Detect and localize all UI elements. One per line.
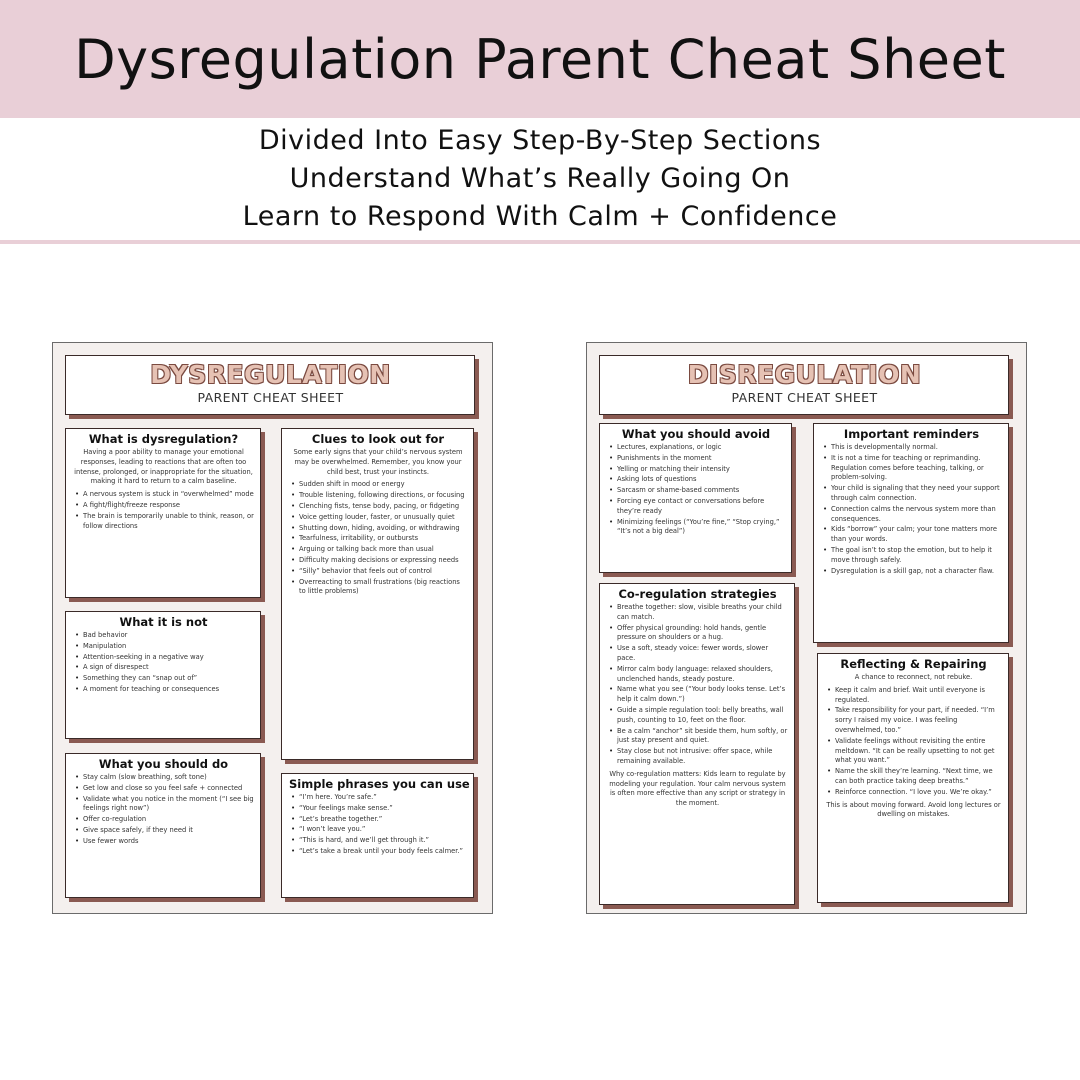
section-title: Reflecting & Repairing bbox=[840, 657, 987, 671]
card-clues bbox=[281, 428, 474, 760]
cheat-sheet-page-left bbox=[52, 342, 493, 914]
list-item: • Keep it calm and brief. Wait until everyone is regulated. bbox=[835, 686, 1002, 706]
subtitle-line: Divided Into Easy Step-By-Step Sections bbox=[258, 125, 822, 156]
sheet-subtitle: PARENT CHEAT SHEET bbox=[731, 390, 878, 405]
list-item: • A fight/flight/freeze response bbox=[83, 501, 254, 511]
section-title: Simple phrases you can use bbox=[289, 777, 470, 791]
list-item: • Overreacting to small frustrations (big reactions to little problems) bbox=[299, 578, 467, 598]
title-banner bbox=[0, 0, 1080, 118]
bullet-list bbox=[607, 443, 785, 537]
list-item: • Kids “borrow” your calm; your tone matters more than your words. bbox=[831, 525, 1002, 545]
subtitle-line: Learn to Respond With Calm + Confidence bbox=[242, 201, 838, 232]
list-item: • Lectures, explanations, or logic bbox=[617, 443, 785, 453]
list-item: • Reinforce connection. “I love you. We’re okay.” bbox=[835, 788, 1002, 798]
list-item: • Voice getting louder, faster, or unusually quiet bbox=[299, 513, 467, 523]
list-item: • “Let’s breathe together.” bbox=[299, 815, 467, 825]
bullet-list bbox=[73, 490, 254, 531]
section-intro: Having a poor ability to manage your emotional responses, leading to reactions that are often too intense, prolonged, or inappropriate for the situation, making it hard to return to a calm baseline. bbox=[74, 448, 253, 486]
list-item: • Offer co-regulation bbox=[83, 815, 254, 825]
list-item: • Punishments in the moment bbox=[617, 454, 785, 464]
bullet-list bbox=[607, 603, 788, 767]
list-item: • “This is hard, and we’ll get through it.” bbox=[299, 836, 467, 846]
section-title: What is dysregulation? bbox=[88, 432, 239, 446]
card-reminders bbox=[813, 423, 1009, 643]
list-item: • Give space safely, if they need it bbox=[83, 826, 254, 836]
list-item: • Difficulty making decisions or expressing needs bbox=[299, 556, 467, 566]
bullet-list bbox=[825, 686, 1002, 798]
list-item: • Arguing or talking back more than usual bbox=[299, 545, 467, 555]
card-avoid bbox=[599, 423, 792, 573]
list-item: • Use a soft, steady voice: fewer words, slower pace. bbox=[617, 644, 788, 664]
section-title: Clues to look out for bbox=[311, 432, 445, 446]
section-outro: Why co-regulation matters: Kids learn to regulate by modeling your regulation. Your calm nervous system is often more effective than any script or strategy in the moment. bbox=[609, 769, 786, 808]
list-item: • Clenching fists, tense body, pacing, or fidgeting bbox=[299, 502, 467, 512]
list-item: • Sarcasm or shame-based comments bbox=[617, 486, 785, 496]
list-item: • Dysregulation is a skill gap, not a character flaw. bbox=[831, 567, 1002, 577]
cheat-sheet-page-right bbox=[586, 342, 1027, 914]
bullet-list bbox=[73, 773, 254, 847]
list-item: • Stay close but not intrusive: offer space, while remaining available. bbox=[617, 747, 788, 767]
list-item: • Offer physical grounding: hold hands, gentle pressure on shoulders or a hug. bbox=[617, 624, 788, 644]
subtitle-block bbox=[0, 120, 1080, 238]
list-item: • Manipulation bbox=[83, 642, 254, 652]
list-item: • The brain is temporarily unable to think, reason, or follow directions bbox=[83, 512, 254, 532]
list-item: • Minimizing feelings (“You’re fine,” “Stop crying,” “It’s not a big deal”) bbox=[617, 518, 785, 538]
section-title: What you should avoid bbox=[621, 427, 771, 441]
card-what-is bbox=[65, 428, 261, 598]
section-title: What you should do bbox=[98, 757, 229, 771]
bullet-list bbox=[821, 443, 1002, 576]
list-item: • Stay calm (slow breathing, soft tone) bbox=[83, 773, 254, 783]
subtitle-line: Understand What’s Really Going On bbox=[289, 163, 791, 194]
divider bbox=[0, 240, 1080, 244]
section-outro: This is about moving forward. Avoid long lectures or dwelling on mistakes. bbox=[826, 800, 1001, 819]
section-intro: Some early signs that your child’s nervous system may be overwhelmed. Remember, you know your child best, trust your instincts. bbox=[293, 448, 463, 476]
section-title: What it is not bbox=[119, 615, 208, 629]
list-item: • A nervous system is stuck in “overwhelmed” mode bbox=[83, 490, 254, 500]
list-item: • This is developmentally normal. bbox=[831, 443, 1002, 453]
list-item: • Asking lots of questions bbox=[617, 475, 785, 485]
list-item: • Yelling or matching their intensity bbox=[617, 465, 785, 475]
list-item: • Forcing eye contact or conversations before they’re ready bbox=[617, 497, 785, 517]
section-intro: A chance to reconnect, not rebuke. bbox=[854, 673, 973, 681]
sheet-header-card bbox=[65, 355, 475, 415]
list-item: • Get low and close so you feel safe + connected bbox=[83, 784, 254, 794]
card-coregulation bbox=[599, 583, 795, 905]
list-item: • “Let’s take a break until your body feels calmer.” bbox=[299, 847, 467, 857]
list-item: • Trouble listening, following directions, or focusing bbox=[299, 491, 467, 501]
card-reflecting bbox=[817, 653, 1009, 903]
sheet-title: DYSREGULATION bbox=[150, 360, 391, 389]
sheet-subtitle: PARENT CHEAT SHEET bbox=[197, 390, 344, 405]
list-item: • Bad behavior bbox=[83, 631, 254, 641]
list-item: • Use fewer words bbox=[83, 837, 254, 847]
card-should-do bbox=[65, 753, 261, 898]
list-item: • Connection calms the nervous system more than consequences. bbox=[831, 505, 1002, 525]
list-item: • A moment for teaching or consequences bbox=[83, 685, 254, 695]
list-item: • Your child is signaling that they need your support through calm connection. bbox=[831, 484, 1002, 504]
list-item: • “Silly” behavior that feels out of control bbox=[299, 567, 467, 577]
page-title: Dysregulation Parent Cheat Sheet bbox=[74, 27, 1006, 91]
list-item: • Take responsibility for your part, if needed. “I’m sorry I raised my voice. I was feeling overwhelmed, too.” bbox=[835, 706, 1002, 735]
bullet-list bbox=[289, 793, 467, 857]
list-item: • Shutting down, hiding, avoiding, or withdrawing bbox=[299, 524, 467, 534]
list-item: • Sudden shift in mood or energy bbox=[299, 480, 467, 490]
bullet-list bbox=[73, 631, 254, 695]
section-title: Co-regulation strategies bbox=[618, 587, 777, 601]
list-item: • Tearfulness, irritability, or outbursts bbox=[299, 534, 467, 544]
list-item: • It is not a time for teaching or reprimanding. Regulation comes before teaching, talking, or problem-solving. bbox=[831, 454, 1002, 483]
list-item: • Mirror calm body language: relaxed shoulders, unclenched hands, steady posture. bbox=[617, 665, 788, 685]
card-what-not bbox=[65, 611, 261, 739]
card-phrases bbox=[281, 773, 474, 898]
list-item: • Be a calm “anchor” sit beside them, hum softly, or just stay present and quiet. bbox=[617, 727, 788, 747]
list-item: • The goal isn’t to stop the emotion, but to help it move through safely. bbox=[831, 546, 1002, 566]
list-item: • “Your feelings make sense.” bbox=[299, 804, 467, 814]
list-item: • Something they can “snap out of” bbox=[83, 674, 254, 684]
list-item: • Validate what you notice in the moment (“I see big feelings right now”) bbox=[83, 795, 254, 815]
list-item: • Validate feelings without revisiting the entire meltdown. “It can be really upsetting to not get what you want.” bbox=[835, 737, 1002, 766]
list-item: • “I’m here. You’re safe.” bbox=[299, 793, 467, 803]
list-item: • Name the skill they’re learning. “Next time, we can both practice taking deep breaths.” bbox=[835, 767, 1002, 787]
list-item: • A sign of disrespect bbox=[83, 663, 254, 673]
list-item: • Breathe together: slow, visible breaths your child can match. bbox=[617, 603, 788, 623]
list-item: • “I won’t leave you.” bbox=[299, 825, 467, 835]
list-item: • Name what you see (“Your body looks tense. Let’s help it calm down.”) bbox=[617, 685, 788, 705]
list-item: • Guide a simple regulation tool: belly breaths, wall push, counting to 10, feet on the floor. bbox=[617, 706, 788, 726]
sheet-header-card bbox=[599, 355, 1009, 415]
sheet-title: DISREGULATION bbox=[687, 360, 922, 389]
section-title: Important reminders bbox=[843, 427, 980, 441]
bullet-list bbox=[289, 480, 467, 597]
list-item: • Attention-seeking in a negative way bbox=[83, 653, 254, 663]
